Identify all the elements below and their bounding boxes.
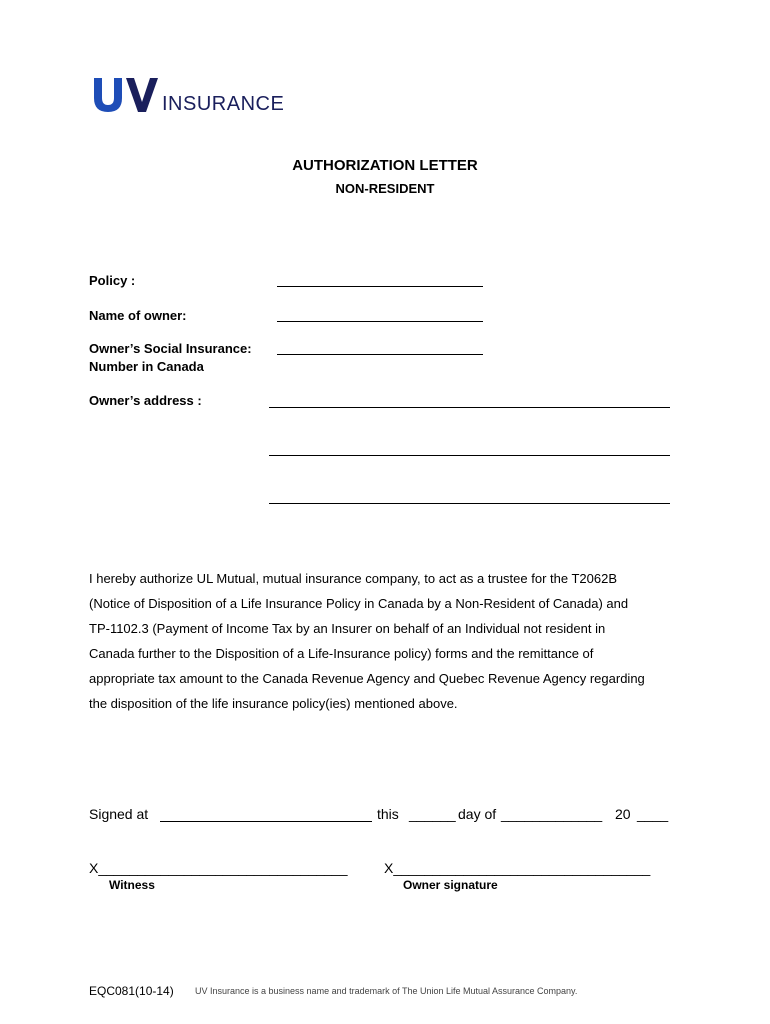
address-field-line1[interactable]	[269, 407, 670, 408]
paragraph-line: the disposition of the life insurance policy(ies) mentioned above.	[89, 696, 458, 711]
month-field[interactable]: _____________	[501, 806, 603, 822]
paragraph-line: Canada further to the Disposition of a Life-Insurance policy) forms and the remittance of	[89, 646, 594, 661]
address-field-line3[interactable]	[269, 503, 670, 504]
policy-field[interactable]	[277, 286, 483, 287]
paragraph-line: (Notice of Disposition of a Life Insurance Policy in Canada by a Non-Resident of Canada) and	[89, 596, 629, 611]
sin-field[interactable]	[277, 354, 483, 355]
sin-label: Owner’s Social Insurance:	[89, 341, 252, 356]
policy-label: Policy :	[89, 273, 136, 288]
paragraph-line: I hereby authorize UL Mutual, mutual insurance company, to act as a trustee for the T2062B	[89, 571, 617, 586]
address-field-line2[interactable]	[269, 455, 670, 456]
this-label: this	[377, 806, 399, 822]
document-title: AUTHORIZATION LETTER	[292, 157, 478, 174]
trademark-note: UV Insurance is a business name and trademark of The Union Life Mutual Assurance Company.	[195, 986, 578, 996]
signed-at-label: Signed at	[89, 806, 149, 822]
authorization-paragraph	[89, 566, 699, 716]
signed-at-field[interactable]	[160, 821, 372, 822]
owner-name-field[interactable]	[277, 321, 483, 322]
sin-label-line2: Number in Canada	[89, 359, 204, 374]
day-field[interactable]: ______	[409, 806, 456, 822]
uv-logo-icon	[92, 74, 158, 114]
address-label: Owner’s address :	[89, 393, 202, 408]
paragraph-line: appropriate tax amount to the Canada Revenue Agency and Quebec Revenue Agency regarding	[89, 671, 645, 686]
paragraph-line: TP-1102.3 (Payment of Income Tax by an Insurer on behalf of an Individual not resident in	[89, 621, 606, 636]
document-subtitle: NON-RESIDENT	[335, 181, 435, 196]
witness-label: Witness	[109, 878, 155, 892]
logo-wordmark: INSURANCE	[162, 93, 285, 115]
year-field[interactable]: ____	[637, 806, 669, 822]
owner-signature-label: Owner signature	[403, 878, 498, 892]
form-code: EQC081(10-14)	[89, 984, 174, 998]
year-prefix: 20	[615, 806, 631, 822]
witness-signature-field[interactable]: X________________________________	[89, 860, 348, 876]
owner-name-label: Name of owner:	[89, 308, 187, 323]
day-of-label: day of	[458, 806, 497, 822]
owner-signature-field[interactable]: X_________________________________	[384, 860, 651, 876]
